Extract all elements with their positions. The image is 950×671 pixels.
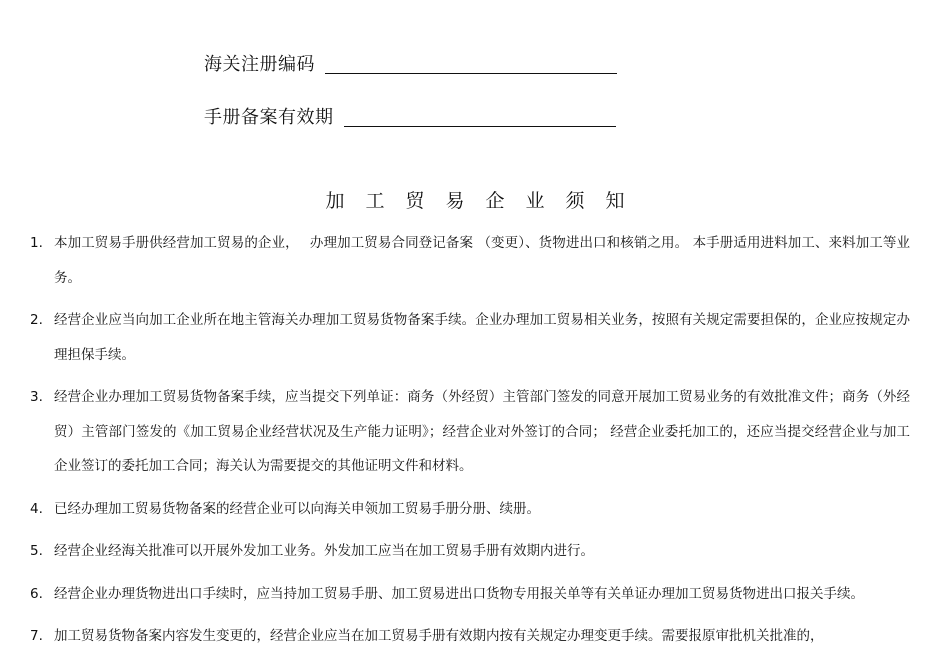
manual-validity-label: 手册备案有效期 (204, 107, 334, 128)
item-text: 本加工贸易手册供经营加工贸易的企业， 办理加工贸易合同登记备案 （变更）、货物进出口和核销之用。 本手册适用进料加工、来料加工等业务。 (54, 235, 910, 286)
item-number: 2. (30, 312, 43, 328)
item-number: 4. (30, 500, 43, 517)
notice-title: 加工贸易企业须知 (325, 190, 646, 212)
item-number: 1. (30, 235, 43, 251)
item-number: 7. (30, 628, 43, 644)
item-number: 5. (30, 543, 43, 559)
notice-item (30, 226, 910, 295)
customs-code-field (204, 48, 617, 76)
item-text: 已经办理加工贸易货物备案的经营企业可以向海关申领加工贸易手册分册、续册。 (54, 500, 540, 517)
item-text: 经营企业办理货物进出口手续时，应当持加工贸易手册、加工贸易进出口货物专用报关单等有关单证办理加工贸易货物进出口报关手续。 (54, 585, 864, 602)
notice-item (30, 303, 910, 372)
manual-validity-blank-line[interactable] (344, 106, 616, 127)
notice-item (30, 619, 910, 654)
item-text: 经营企业应当向加工企业所在地主管海关办理加工贸易货物备案手续。企业办理加工贸易相关业务，按照有关规定需要担保的，企业应按规定办理担保手续。 (54, 312, 910, 363)
customs-code-blank-line[interactable] (325, 53, 617, 74)
item-text: 加工贸易货物备案内容发生变更的，经营企业应当在加工贸易手册有效期内按有关规定办理变更手续。需要报原审批机关批准的， (54, 628, 824, 644)
manual-validity-field (204, 101, 616, 129)
notice-list (30, 226, 910, 662)
item-number: 6. (30, 585, 43, 602)
notice-item (30, 492, 910, 527)
notice-item (30, 380, 910, 484)
item-text: 经营企业经海关批准可以开展外发加工业务。外发加工应当在加工贸易手册有效期内进行。 (54, 543, 594, 559)
notice-item (30, 577, 910, 612)
notice-item (30, 534, 910, 569)
customs-code-label: 海关注册编码 (204, 54, 315, 75)
item-number: 3. (30, 389, 43, 405)
item-text: 经营企业办理加工贸易货物备案手续，应当提交下列单证：商务（外经贸）主管部门签发的同意开展加工贸易业务的有效批准文件；商务（外经贸）主管部门签发的《加工贸易企业经营状况及生产能力证明》；经营企业对外签订的合同； 经营企业委托加工的，还应当提交经营企业与加工企业签订的委托加工合同；海关认为需要提交的其他证明文件和材料。 (54, 389, 910, 474)
